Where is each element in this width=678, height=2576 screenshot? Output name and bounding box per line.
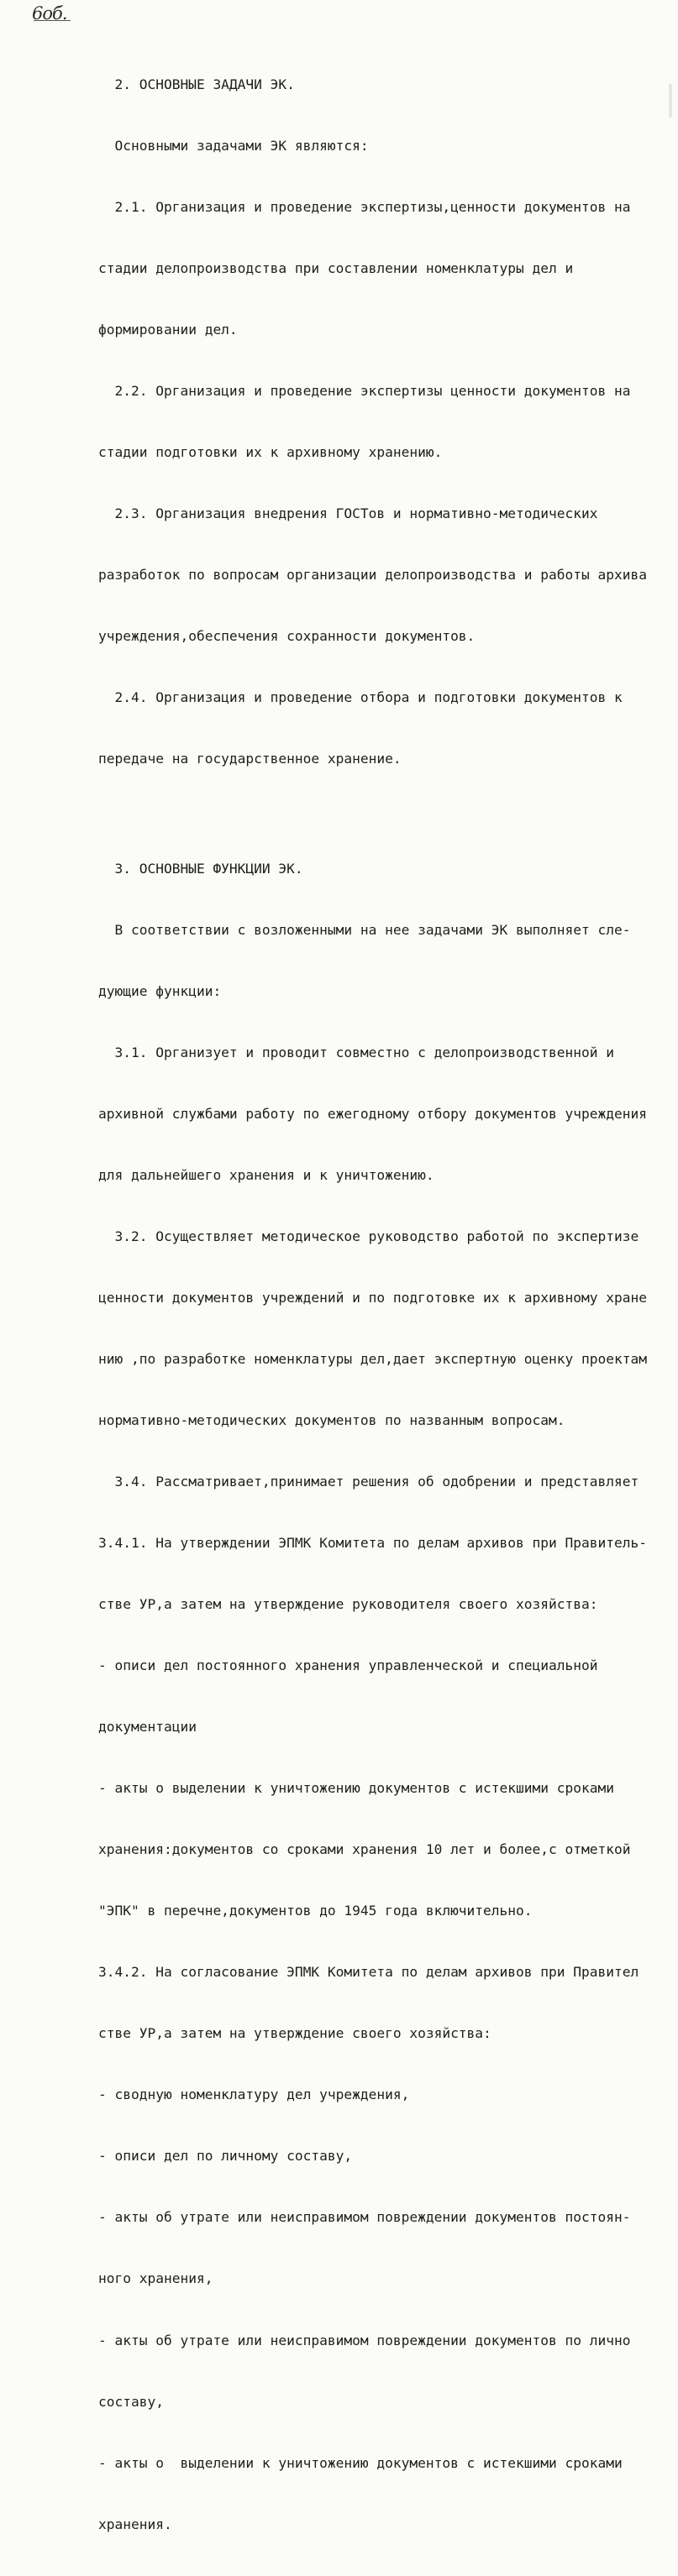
spacer bbox=[98, 810, 678, 818]
text-line: - описи дел по личному составу, bbox=[98, 2148, 353, 2165]
page-number: 6об. bbox=[32, 3, 67, 24]
text-line: формировании дел. bbox=[98, 321, 238, 338]
text-line: нормативно-методических документов по названным вопросам. bbox=[98, 1412, 565, 1429]
text-line: хранения. bbox=[98, 2516, 172, 2532]
text-line: дующие функции: bbox=[98, 982, 222, 999]
text-line: стадии подготовки их к архивному хранению. bbox=[98, 443, 443, 460]
text-line: учреждения,обеспечения сохранности документов. bbox=[98, 627, 476, 644]
text-line: - акты о выделении к уничтожению документов с истекшими сроками bbox=[98, 2454, 623, 2471]
text-line: архивной службами работу по ежегодному отбору документов учреждения bbox=[98, 1105, 647, 1122]
text-line: В соответствии с возложенными на нее задачами ЭК выполняет сле- bbox=[98, 921, 631, 938]
text-line: 2.3. Организация внедрения ГОСТов и нормативно-методических bbox=[98, 505, 598, 521]
text-line: - акты об утрате или неисправимом повреждении документов постоян- bbox=[98, 2209, 631, 2226]
text-line: ного хранения, bbox=[98, 2270, 213, 2287]
text-line: - сводную номенклатуру дел учреждения, bbox=[98, 2086, 410, 2103]
text-line: передаче на государственное хранение. bbox=[98, 751, 402, 767]
text-line: хранения:документов со сроками хранения 10 лет и более,с отметкой bbox=[98, 1841, 631, 1858]
text-line: стадии делопроизводства при составлении номенклатуры дел и bbox=[98, 259, 574, 276]
text-line: разработок по вопросам организации делопроизводства и работы архива bbox=[98, 566, 647, 583]
text-line: Основными задачами ЭК являются: bbox=[98, 137, 369, 154]
text-line: документации bbox=[98, 1719, 197, 1736]
text-line: 3.4.2. На согласование ЭПМК Комитета по делам архивов при Правител bbox=[98, 1964, 639, 1981]
text-line: "ЭПК" в перечне,документов до 1945 года включительно. bbox=[98, 1903, 533, 1919]
text-line: 2.1. Организация и проведение экспертизы,ценности документов на bbox=[98, 198, 631, 215]
text-line: 3.4.1. На утверждении ЭПМК Комитета по делам архивов при Правитель- bbox=[98, 1535, 647, 1552]
text-line: стве УР,а затем на утверждение своего хозяйства: bbox=[98, 2025, 491, 2042]
text-line: составу, bbox=[98, 2393, 164, 2410]
heading-section-2: 2. ОСНОВНЫЕ ЗАДАЧИ ЭК. bbox=[98, 76, 295, 92]
text-line: - акты о выделении к уничтожению документов с истекшими сроками bbox=[98, 1780, 614, 1797]
text-line: нию ,по разработке номенклатуры дел,дает экспертную оценку проектам bbox=[98, 1351, 647, 1367]
text-line: 2.4. Организация и проведение отбора и подготовки документов к bbox=[98, 689, 623, 705]
text-line: - описи дел постоянного хранения управленческой и специальной bbox=[98, 1657, 598, 1674]
text-line: стве УР,а затем на утверждение руководителя своего хозяйства: bbox=[98, 1596, 598, 1613]
text-line: 3.4. Рассматривает,принимает решения об одобрении и представляет bbox=[98, 1474, 639, 1490]
text-line: 2.2. Организация и проведение экспертизы ценности документов на bbox=[98, 382, 631, 399]
heading-section-3: 3. ОСНОВНЫЕ ФУНКЦИИ ЭК. bbox=[98, 860, 303, 877]
text-line: 3.2. Осуществляет методическое руководство работой по экспертизе bbox=[98, 1228, 639, 1244]
text-line: 3.1. Организует и проводит совместно с делопроизводственной и bbox=[98, 1044, 614, 1060]
text-line: ценности документов учреждений и по подготовке их к архивному хране bbox=[98, 1289, 647, 1306]
text-line: - акты об утрате или неисправимом повреждении документов по лично bbox=[98, 2332, 631, 2348]
document-body bbox=[98, 34, 678, 2576]
text-line: для дальнейшего хранения и к уничтожению. bbox=[98, 1166, 434, 1183]
